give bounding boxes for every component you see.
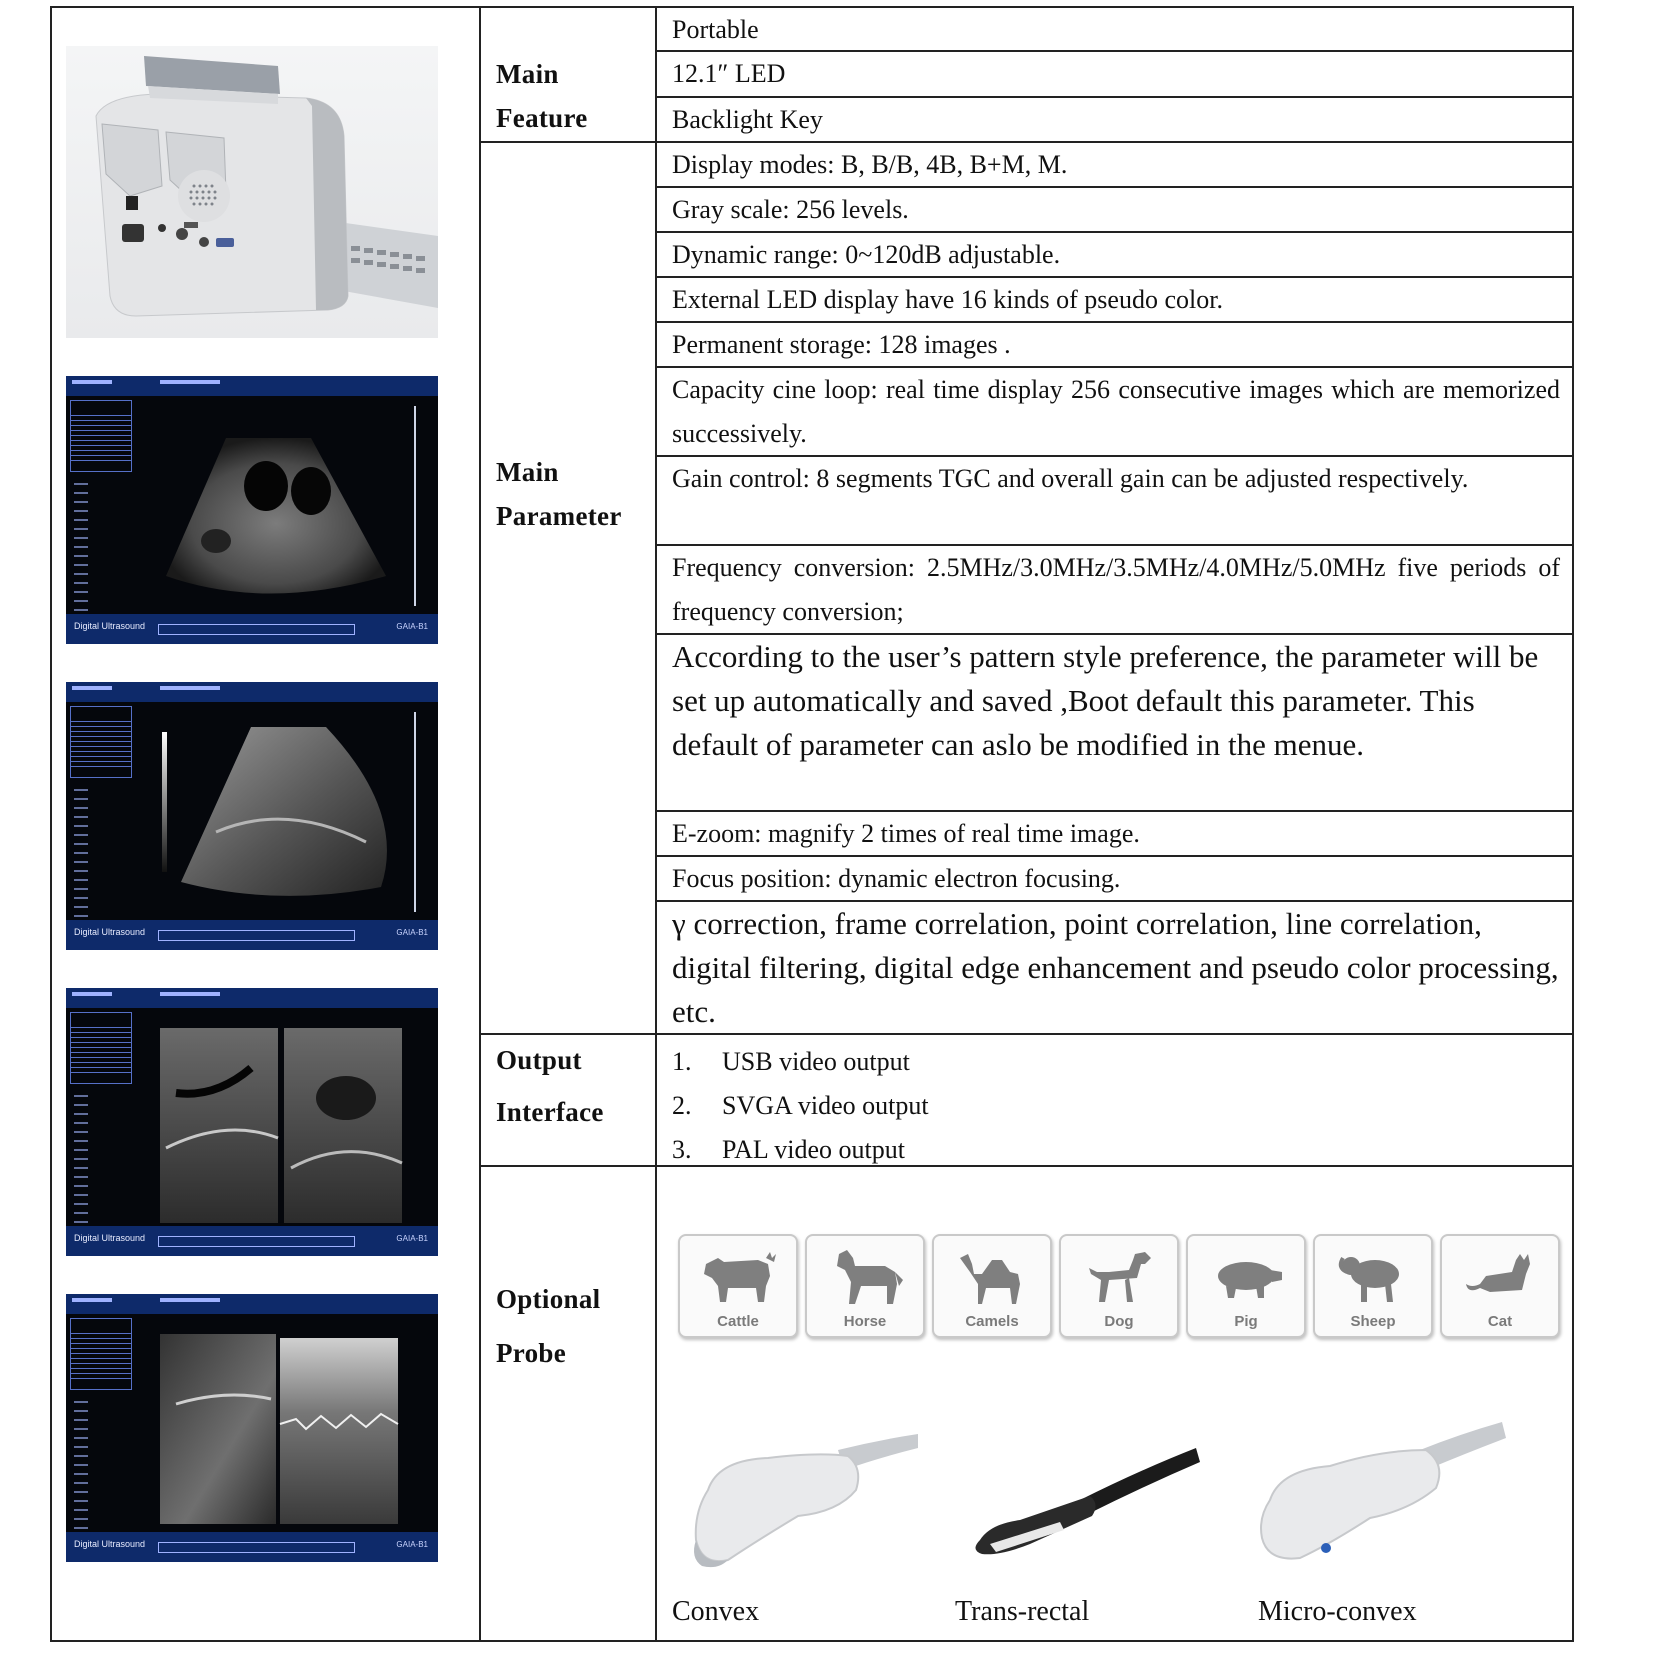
parameter-item: Dynamic range: 0~120dB adjustable.	[672, 240, 1061, 269]
parameter-item: Display modes: B, B/B, 4B, B+M, M.	[672, 150, 1068, 179]
pig-icon	[1206, 1244, 1286, 1310]
ultrasound-image-2: Digital Ultrasound GAIA-B1	[66, 682, 438, 950]
output-item-number: 1.	[672, 1047, 692, 1076]
animal-label: Pig	[1234, 1313, 1258, 1330]
parameter-item: E-zoom: magnify 2 times of real time image.	[672, 819, 1140, 848]
micro-convex-probe-image	[1250, 1410, 1510, 1575]
camel-icon	[952, 1244, 1032, 1310]
animal-tile-camels	[932, 1234, 1052, 1338]
horse-icon	[825, 1244, 905, 1310]
parameter-item: Frequency conversion: 2.5MHz/3.0MHz/3.5MHz/4.0MHz/5.0MHz five periods of frequency conversion;	[672, 553, 1560, 626]
parameter-item: Gain control: 8 segments TGC and overall gain can be adjusted respectively.	[672, 464, 1469, 493]
animal-label: Cat	[1487, 1313, 1513, 1330]
parameter-item: Focus position: dynamic electron focusing.	[672, 864, 1121, 893]
animal-label: Camels	[965, 1313, 1019, 1330]
animal-tile-horse	[805, 1234, 925, 1338]
output-item-number: 3.	[672, 1135, 692, 1164]
device-image	[66, 46, 438, 338]
heading-output-interface: Output Interface	[496, 1045, 604, 1127]
animal-label: Sheep	[1350, 1313, 1396, 1330]
parameter-item: According to the user’s pattern style preference, the parameter will be set up automatically and saved ,Boot default this parameter. This default of parameter can aslo be modified in the menue.	[672, 639, 1539, 762]
animal-label: Dog	[1104, 1313, 1134, 1330]
parameter-item: Capacity cine loop: real time display 256 consecutive images which are memorized successively.	[672, 375, 1560, 448]
ultrasound-image-3: Digital Ultrasound GAIA-B1	[66, 988, 438, 1256]
cattle-icon	[698, 1244, 778, 1310]
output-item-text: USB video output	[722, 1047, 910, 1076]
image-bottom-label: Digital Ultrasound	[74, 927, 146, 937]
output-item-number: 2.	[672, 1091, 692, 1120]
heading-main-parameter: Main Parameter	[496, 457, 622, 531]
animal-label: Cattle	[717, 1313, 759, 1330]
ultrasound-image-1: Digital Ultrasound GAIA-B1	[66, 376, 438, 644]
output-item-text: PAL video output	[722, 1135, 905, 1164]
parameter-item: Gray scale: 256 levels.	[672, 195, 909, 224]
sheep-icon	[1333, 1244, 1413, 1310]
image-bottom-label: Digital Ultrasound	[74, 1539, 146, 1549]
ultrasound-image-4: Digital Ultrasound GAIA-B1	[66, 1294, 438, 1562]
feature-item: 12.1″ LED	[672, 59, 786, 88]
animal-label: Horse	[843, 1313, 887, 1330]
parameter-item: External LED display have 16 kinds of pseudo color.	[672, 285, 1223, 314]
cat-icon	[1460, 1244, 1540, 1310]
heading-main-feature: Main Feature	[496, 59, 588, 133]
animal-tile-sheep	[1313, 1234, 1433, 1338]
animal-tile-dog	[1059, 1234, 1179, 1338]
probe-label-micro-convex: Micro-convex	[1258, 1596, 1417, 1627]
animal-tile-cat	[1440, 1234, 1560, 1338]
heading-optional-probe: Optional Probe	[496, 1284, 601, 1368]
image-bottom-label: Digital Ultrasound	[74, 621, 146, 631]
image-bottom-label: Digital Ultrasound	[74, 1233, 146, 1243]
probe-label-convex: Convex	[672, 1596, 760, 1627]
output-item-text: SVGA video output	[722, 1091, 929, 1120]
parameter-item: γ correction, frame correlation, point correlation, line correlation, digital filtering, digital edge enhancement and pseudo color processing, etc.	[672, 906, 1559, 1029]
animal-tile-cattle	[678, 1234, 798, 1338]
animal-tile-pig	[1186, 1234, 1306, 1338]
convex-probe-image	[688, 1420, 918, 1570]
parameter-item: Permanent storage: 128 images .	[672, 330, 1011, 359]
dog-icon	[1079, 1244, 1159, 1310]
feature-item: Backlight Key	[672, 105, 823, 134]
feature-item: Portable	[672, 15, 759, 44]
trans-rectal-probe-image	[960, 1440, 1200, 1570]
probe-label-trans-rectal: Trans-rectal	[955, 1596, 1090, 1627]
